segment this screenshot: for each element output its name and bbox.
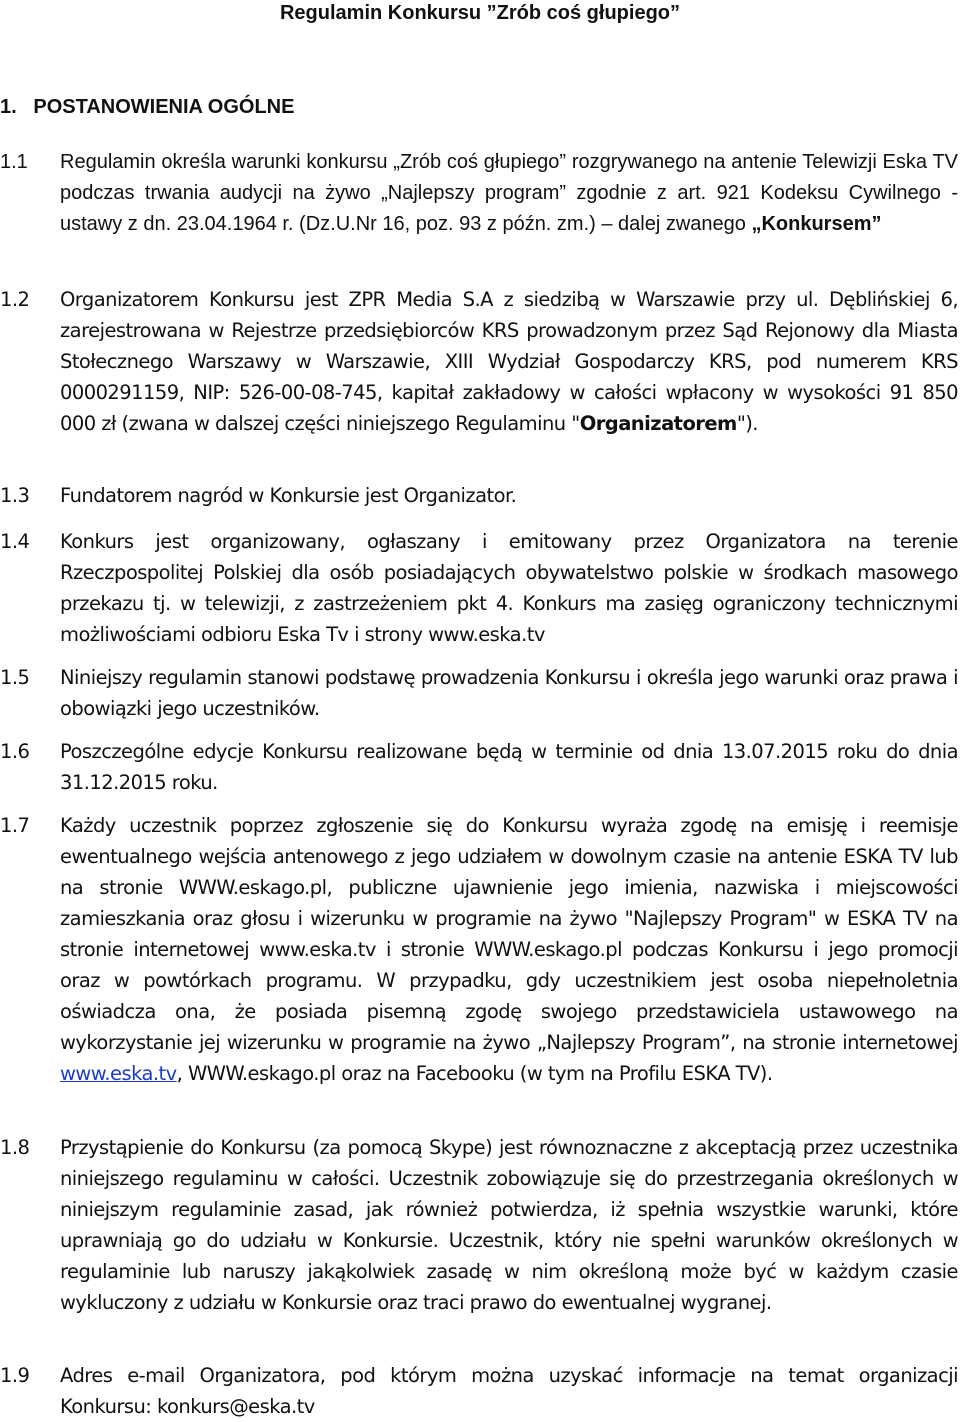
paragraph-text [60,810,958,1089]
paragraph-number: 1.1 [0,151,28,173]
paragraph-text [60,736,958,798]
text-run: Konkurs jest organizowany, ogłaszany i emitowany przez Organizatora na terenie Rzeczpospolitej Polskiej dla osób posiadających obywatelstwo polskie w środkach masowego przekazu tj. w telewizji, z zastrzeżeniem pkt 4. Konkurs ma zasięg ograniczony technicznymi możliwościami odbioru Eska Tv i strony www.eska.tv [60,530,958,646]
paragraph-1-3 [0,480,958,511]
paragraph-number: 1.4 [0,530,30,553]
text-run: Każdy uczestnik poprzez zgłoszenie się do Konkursu wyraża zgodę na emisję i reemisje ewentualnego wejścia antenowego z jego udziałem w dowolnym czasie na antenie ESKA TV lub na stronie WWW.eskago.pl, publiczne ujawnienie jego imienia, nazwiska i miejscowości zamieszkania oraz głosu i wizerunku w programie na żywo "Najlepszy Program" w ESKA TV na stronie internetowej www.eska.tv i stronie WWW.eskago.pl podczas Konkursu i jego promocji oraz w powtórkach programu. W przypadku, gdy uczestnikiem jest osoba niepełnoletnia oświadcza ona, że posiada pisemną zgodę swojego przedstawiciela ustawowego na wykorzystanie jej wizerunku w programie na żywo „Najlepszy Program”, na stronie internetowej [60,814,958,1054]
text-run: , WWW.eskago.pl oraz na Facebooku (w tym na Profilu ESKA TV). [176,1062,773,1085]
paragraph-text [60,526,958,650]
paragraph-1-2 [0,284,958,439]
paragraph-number: 1.3 [0,484,30,507]
text-run: Adres e-mail Organizatora, pod którym można uzyskać informacje na temat organizacji Konkursu: konkurs@eska.tv [60,1364,958,1418]
text-run: Organizatorem Konkursu jest ZPR Media S.A z siedzibą w Warszawie przy ul. Dęblińskiej 6, zarejestrowana w Rejestrze przedsiębiorców KRS prowadzonym przez Sąd Rejonowy dla Miasta Stołecznego Warszawy w Warszawie, XIII Wydział Gospodarczy KRS, pod numerem KRS 0000291159, NIP: 526-00-08-745, kapitał zakładowy w całości wpłacony w wysokości 91 850 000 zł (zwana w dalszej części niniejszego Regulaminu " [60,288,958,435]
text-run: Fundatorem nagród w Konkursie jest Organizator. [60,484,517,507]
paragraph-1-6 [0,736,958,798]
paragraph-text [60,284,958,439]
paragraph-1-9 [0,1360,958,1422]
paragraph-1-5 [0,662,958,724]
paragraph-1-1 [0,147,958,240]
paragraph-text [60,1132,958,1318]
paragraph-number: 1.8 [0,1136,30,1159]
paragraph-1-8 [0,1132,958,1318]
paragraph-number: 1.6 [0,740,30,763]
text-run: Regulamin określa warunki konkursu „Zrób coś głupiego” rozgrywanego na antenie Telewizji Eska TV podczas trwania audycji na żywo „Najlepszy program” zgodnie z art. 921 Kodeksu Cywilnego - ustawy z dn. 23.04.1964 r. (Dz.U.Nr 16, poz. 93 z późn. zm.) – dalej zwanego [60,151,958,235]
paragraph-number: 1.7 [0,814,30,837]
document-title: Regulamin Konkursu ”Zrób coś głupiego” [279,2,681,24]
paragraph-1-4 [0,526,958,650]
website-link[interactable]: www.eska.tv [60,1062,177,1085]
text-run: "). [736,412,758,435]
bold-term: „Konkursem” [751,213,882,235]
paragraph-1-7 [0,810,958,1089]
paragraph-number: 1.2 [0,288,30,311]
paragraph-text [60,480,958,511]
bold-term: Organizatorem [579,412,737,435]
section-heading: 1. POSTANOWIENIA OGÓLNE [0,96,295,118]
paragraph-text [60,147,958,240]
paragraph-number: 1.5 [0,666,30,689]
paragraph-text [60,662,958,724]
text-run: Poszczególne edycje Konkursu realizowane będą w terminie od dnia 13.07.2015 roku do dnia 31.12.2015 roku. [60,740,958,794]
text-run: Niniejszy regulamin stanowi podstawę prowadzenia Konkursu i określa jego warunki oraz prawa i obowiązki jego uczestników. [60,666,958,720]
text-run: Przystąpienie do Konkursu (za pomocą Skype) jest równoznaczne z akceptacją przez uczestnika niniejszego regulaminu w całości. Uczestnik zobowiązuje się do przestrzegania określonych w niniejszym regulaminie zasad, jak również potwierdza, iż spełnia wszystkie warunki, które uprawniają go do udziału w Konkursie. Uczestnik, który nie spełni warunków określonych w regulaminie lub naruszy jakąkolwiek zasadę w nim określoną może być w każdym czasie wykluczony z udziału w Konkursie oraz traci prawo do ewentualnej wygranej. [60,1136,958,1314]
paragraph-number: 1.9 [0,1364,30,1387]
paragraph-text [60,1360,958,1422]
